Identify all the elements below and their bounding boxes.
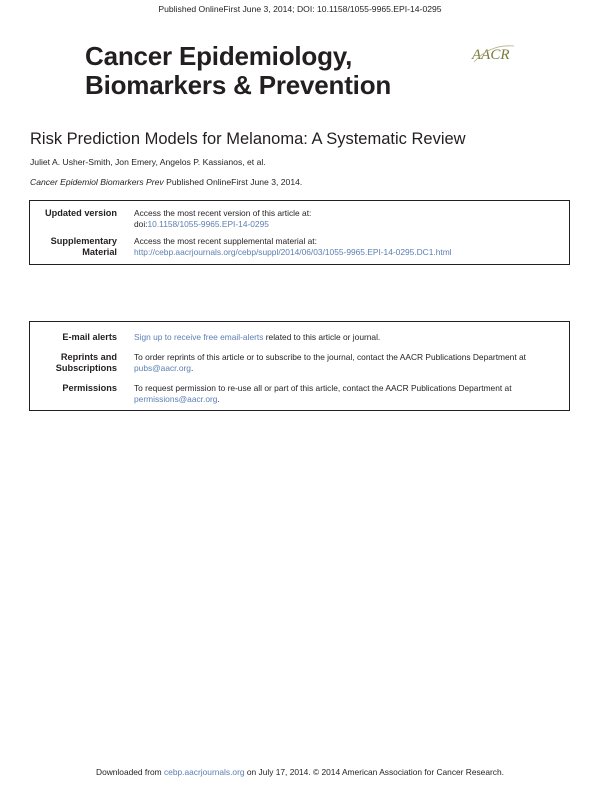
supplementary-link[interactable]: http://cebp.aacrjournals.org/cebp/suppl/2014/06/03/1055-9965.EPI-14-0295.DC1.html [134, 246, 452, 257]
citation-journal: Cancer Epidemiol Biomarkers Prev [30, 177, 164, 187]
supplementary-value [134, 236, 564, 257]
reprints-label [17, 352, 117, 374]
permissions-text: To request permission to re-use all or part of this article, contact the AACR Publications Department at [134, 383, 512, 393]
reprints-value [134, 352, 564, 373]
article-authors: Juliet A. Usher-Smith, Jon Emery, Angelos P. Kassianos, et al. [30, 157, 266, 167]
doi-link[interactable]: 10.1158/1055-9965.EPI-14-0295 [147, 218, 269, 229]
supplementary-label-line-1: Supplementary [50, 236, 117, 246]
footer-site-link[interactable]: cebp.aacrjournals.org [163, 767, 245, 777]
download-footer [0, 767, 600, 777]
reprints-period: . [190, 362, 194, 373]
email-alerts-text: related to this article or journal. [263, 332, 381, 342]
reprints-label-line-2: Subscriptions [55, 363, 117, 373]
permissions-email-link[interactable]: permissions@aacr.org [134, 393, 218, 404]
updated-version-value [134, 208, 564, 229]
services-box [29, 321, 570, 411]
journal-name [85, 42, 391, 100]
supplementary-text: Access the most recent supplemental material at: [134, 236, 317, 246]
permissions-label: Permissions [62, 383, 117, 393]
permissions-value [134, 383, 564, 404]
article-citation [30, 177, 302, 187]
published-line: Published OnlineFirst June 3, 2014; DOI: 10.1158/1055-9965.EPI-14-0295 [158, 4, 442, 14]
aacr-logo [470, 42, 520, 66]
reprints-text: To order reprints of this article or to subscribe to the journal, contact the AACR Publications Department at [134, 352, 526, 362]
reprints-email-link[interactable]: pubs@aacr.org [134, 362, 191, 373]
updated-version-doi [134, 219, 564, 230]
article-info-box [29, 200, 570, 265]
email-alerts-value [134, 332, 564, 343]
email-alerts-label: E-mail alerts [62, 332, 117, 342]
article-title: Risk Prediction Models for Melanoma: A Systematic Review [30, 130, 466, 148]
supplementary-label-line-2: Material [82, 247, 117, 257]
permissions-period: . [217, 393, 220, 404]
email-alerts-link[interactable]: Sign up to receive free email-alerts [134, 332, 264, 342]
supplementary-label [17, 236, 117, 258]
updated-version-text: Access the most recent version of this article at: [134, 208, 312, 218]
journal-name-line-1: Cancer Epidemiology, [85, 41, 353, 71]
journal-name-line-2: Biomarkers & Prevention [85, 70, 392, 100]
reprints-label-line-1: Reprints and [60, 352, 117, 362]
footer-suffix: on July 17, 2014. © 2014 American Association for Cancer Research. [244, 767, 504, 777]
aacr-logo-text: AACR [472, 47, 510, 63]
footer-prefix: Downloaded from [96, 767, 164, 777]
doi-prefix: doi: [134, 218, 148, 229]
citation-published: Published OnlineFirst June 3, 2014. [163, 177, 303, 187]
updated-version-label: Updated version [45, 208, 117, 218]
